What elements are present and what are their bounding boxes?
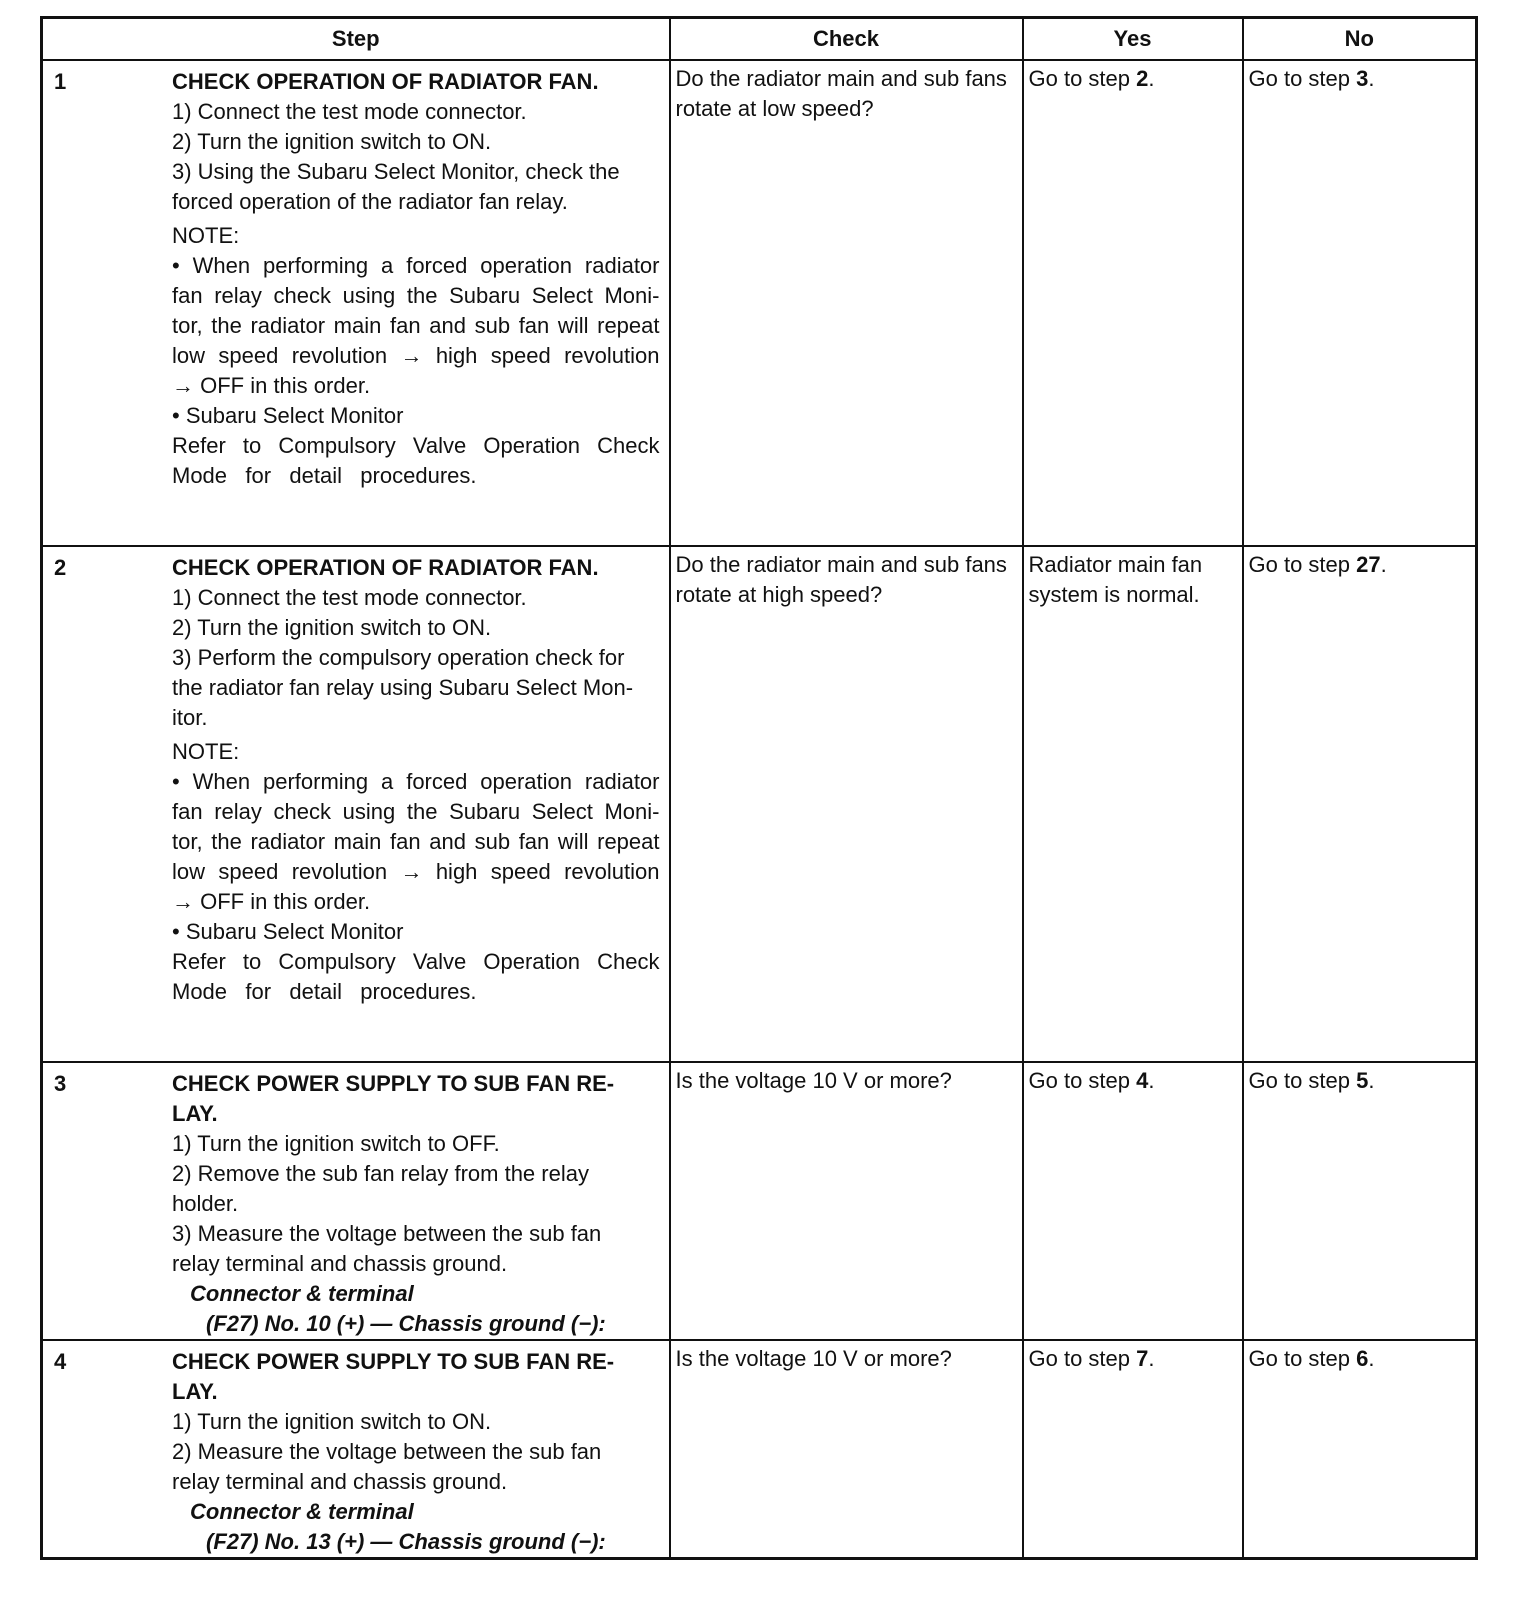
- yes-text: Go to step: [1028, 1346, 1137, 1371]
- yes-text-end: .: [1148, 66, 1155, 91]
- yes-cell: Radiator main fan system is normal.: [1023, 546, 1243, 1062]
- substep-cont: itor.: [172, 705, 208, 730]
- note-bullet: • Subaru Select Monitor: [172, 919, 404, 944]
- step-cell: [42, 60, 670, 546]
- step-number: 2: [54, 555, 67, 580]
- yes-cell: [1023, 1340, 1243, 1559]
- connector-terminal: (F27) No. 10 (+) — Chassis ground (−):: [206, 1311, 606, 1336]
- substep-cont: holder.: [172, 1191, 239, 1216]
- step-cell: [42, 1062, 670, 1340]
- substep: 2) Turn the ignition switch to ON.: [172, 129, 492, 154]
- check-cell: Do the radiator main and sub fans rotate at high speed?: [670, 546, 1023, 1062]
- note-text: → OFF in this order.: [172, 889, 371, 914]
- step-title: CHECK POWER SUPPLY TO SUB FAN RE-: [172, 1071, 615, 1096]
- substep: 2) Measure the voltage between the sub fan: [172, 1439, 602, 1464]
- no-cell: [1243, 1062, 1477, 1340]
- yes-text: Go to step: [1028, 66, 1137, 91]
- step-number: 3: [54, 1071, 67, 1096]
- yes-step-ref: 2: [1136, 66, 1149, 91]
- yes-step-ref: 4: [1136, 1068, 1149, 1093]
- no-step-ref: 27: [1356, 552, 1381, 577]
- connector-label: Connector & terminal: [190, 1499, 414, 1524]
- no-text: Go to step: [1248, 66, 1357, 91]
- table-row: [42, 1340, 1477, 1559]
- note-text: tor, the radiator main fan and sub fan will repeat: [172, 829, 660, 854]
- header-check: Check: [670, 18, 1023, 61]
- substep: 2) Turn the ignition switch to ON.: [172, 615, 492, 640]
- no-text: Go to step: [1248, 1068, 1357, 1093]
- yes-text-end: .: [1148, 1068, 1155, 1093]
- no-text-end: .: [1368, 1346, 1375, 1371]
- substep-cont: the radiator fan relay using Subaru Select Mon-: [172, 675, 634, 700]
- no-cell: [1243, 1340, 1477, 1559]
- step-body: [172, 1066, 664, 1339]
- no-text-end: .: [1368, 66, 1375, 91]
- reference-text: Refer to Compulsory Valve Operation Check: [172, 433, 660, 458]
- header-row: [42, 18, 1477, 61]
- step-body: [172, 550, 664, 1007]
- reference-text: Mode for detail procedures.: [172, 463, 477, 488]
- note-text: • When performing a forced operation radiator: [172, 253, 660, 278]
- substep: 1) Connect the test mode connector.: [172, 585, 527, 610]
- header-no: No: [1243, 18, 1477, 61]
- step-cell: [42, 546, 670, 1062]
- no-text: Go to step: [1248, 552, 1357, 577]
- table-row: [42, 60, 1477, 546]
- no-text-end: .: [1368, 1068, 1375, 1093]
- note-text: fan relay check using the Subaru Select Moni-: [172, 283, 660, 308]
- step-title: CHECK POWER SUPPLY TO SUB FAN RE-: [172, 1349, 615, 1374]
- step-title-cont: LAY.: [172, 1379, 218, 1404]
- step-title: CHECK OPERATION OF RADIATOR FAN.: [172, 69, 599, 94]
- yes-text-end: .: [1148, 1346, 1155, 1371]
- step-cell: [42, 1340, 670, 1559]
- substep: 3) Using the Subaru Select Monitor, check the: [172, 159, 620, 184]
- step-title: CHECK OPERATION OF RADIATOR FAN.: [172, 555, 599, 580]
- check-cell: Do the radiator main and sub fans rotate at low speed?: [670, 60, 1023, 546]
- step-number: 4: [54, 1349, 67, 1374]
- note-text: • When performing a forced operation radiator: [172, 769, 660, 794]
- diagnostic-table: [40, 16, 1478, 1560]
- note-text: tor, the radiator main fan and sub fan will repeat: [172, 313, 660, 338]
- table-row: [42, 1062, 1477, 1340]
- substep-cont: relay terminal and chassis ground.: [172, 1251, 508, 1276]
- yes-step-ref: 7: [1136, 1346, 1149, 1371]
- substep-cont: forced operation of the radiator fan relay.: [172, 189, 568, 214]
- substep: 1) Connect the test mode connector.: [172, 99, 527, 124]
- note-label: NOTE:: [172, 223, 240, 248]
- step-body: [172, 64, 664, 491]
- reference-text: Refer to Compulsory Valve Operation Check: [172, 949, 660, 974]
- note-text: low speed revolution → high speed revolution: [172, 343, 660, 368]
- header-yes: Yes: [1023, 18, 1243, 61]
- no-cell: [1243, 60, 1477, 546]
- substep: 2) Remove the sub fan relay from the relay: [172, 1161, 589, 1186]
- yes-cell: [1023, 60, 1243, 546]
- reference-text: Mode for detail procedures.: [172, 979, 477, 1004]
- note-text: fan relay check using the Subaru Select Moni-: [172, 799, 660, 824]
- header-step: Step: [42, 18, 670, 61]
- no-step-ref: 3: [1356, 66, 1369, 91]
- yes-cell: [1023, 1062, 1243, 1340]
- no-step-ref: 6: [1356, 1346, 1369, 1371]
- note-text: low speed revolution → high speed revolution: [172, 859, 660, 884]
- substep-cont: relay terminal and chassis ground.: [172, 1469, 508, 1494]
- no-text-end: .: [1380, 552, 1387, 577]
- substep: 1) Turn the ignition switch to ON.: [172, 1409, 492, 1434]
- step-title-cont: LAY.: [172, 1101, 218, 1126]
- step-body: [172, 1344, 664, 1557]
- substep: 3) Measure the voltage between the sub fan: [172, 1221, 602, 1246]
- connector-label: Connector & terminal: [190, 1281, 414, 1306]
- connector-terminal: (F27) No. 13 (+) — Chassis ground (−):: [206, 1529, 606, 1554]
- yes-text: Go to step: [1028, 1068, 1137, 1093]
- note-label: NOTE:: [172, 739, 240, 764]
- check-cell: Is the voltage 10 V or more?: [670, 1062, 1023, 1340]
- check-cell: Is the voltage 10 V or more?: [670, 1340, 1023, 1559]
- note-text: → OFF in this order.: [172, 373, 371, 398]
- no-cell: [1243, 546, 1477, 1062]
- substep: 1) Turn the ignition switch to OFF.: [172, 1131, 500, 1156]
- no-text: Go to step: [1248, 1346, 1357, 1371]
- no-step-ref: 5: [1356, 1068, 1369, 1093]
- note-bullet: • Subaru Select Monitor: [172, 403, 404, 428]
- substep: 3) Perform the compulsory operation check for: [172, 645, 625, 670]
- step-number: 1: [54, 69, 67, 94]
- table-row: [42, 546, 1477, 1062]
